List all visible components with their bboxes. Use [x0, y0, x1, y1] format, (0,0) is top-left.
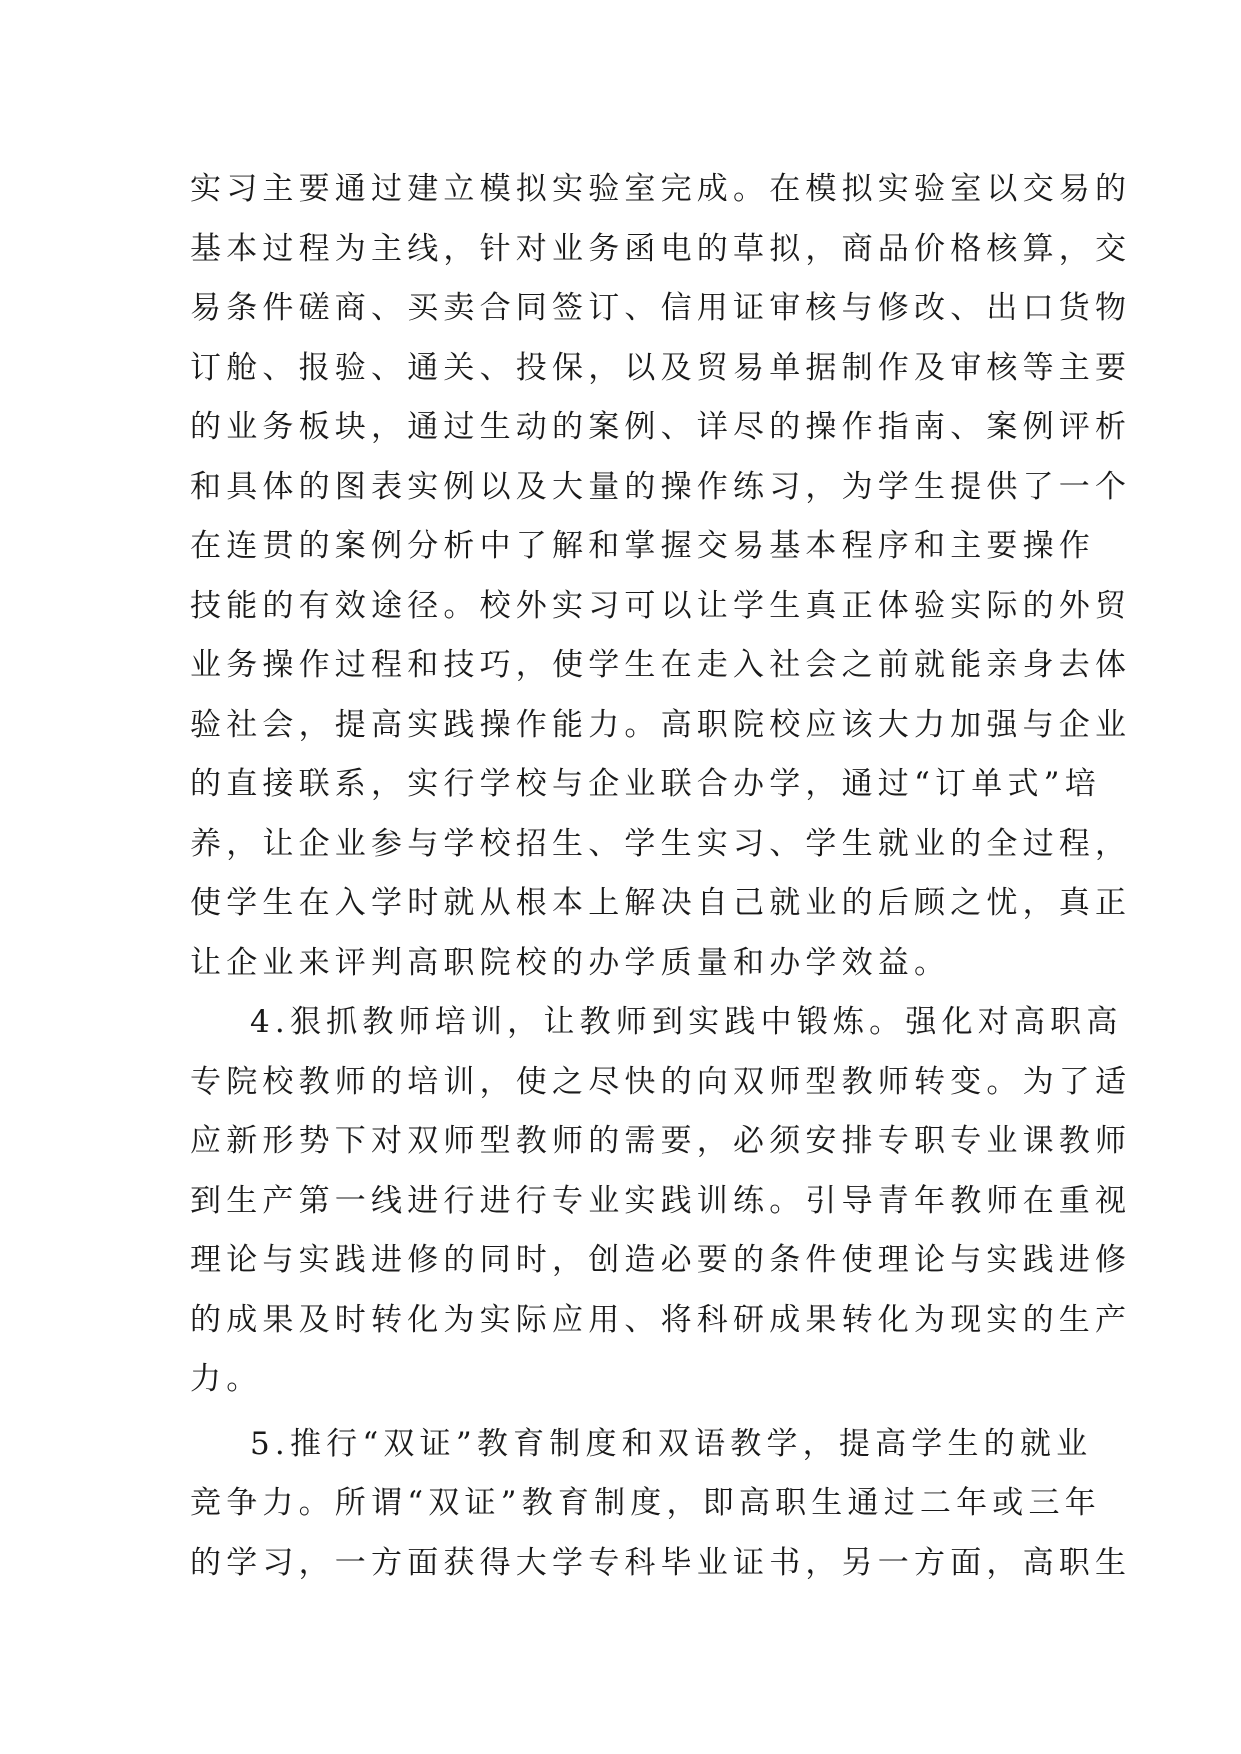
text-line: 验社会，提高实践操作能力。高职院校应该大力加强与企业	[190, 706, 1132, 743]
text-line: 到生产第一线进行进行专业实践训练。引导青年教师在重视	[190, 1182, 1132, 1219]
text-line: 业务操作过程和技巧，使学生在走入社会之前就能亲身去体	[190, 647, 1132, 683]
text-line: 5.推行“双证”教育制度和双语教学，提高学生的就业	[250, 1425, 1093, 1462]
text-line: 的业务板块，通过生动的案例、详尽的操作指南、案例评析	[190, 409, 1132, 445]
text-line: 基本过程为主线，针对业务函电的草拟，商品价格核算，交	[190, 230, 1132, 267]
text-line: 的直接联系，实行学校与企业联合办学，通过“订单式”培	[190, 766, 1101, 802]
document-body	[190, 160, 1132, 1593]
text-line: 技能的有效途径。校外实习可以让学生真正体验实际的外贸	[190, 587, 1132, 624]
text-line: 应新形势下对双师型教师的需要，必须安排专职专业课教师	[190, 1123, 1132, 1159]
text-line: 4.狠抓教师培训，让教师到实践中锻炼。强化对高职高	[250, 1004, 1123, 1040]
paragraph-5	[190, 1415, 1132, 1594]
text-line: 的学习，一方面获得大学专科毕业证书，另一方面，高职生	[190, 1544, 1132, 1581]
text-line: 理论与实践进修的同时，创造必要的条件使理论与实践进修	[190, 1242, 1132, 1278]
text-line: 的成果及时转化为实际应用、将科研成果转化为现实的生产	[190, 1301, 1132, 1338]
paragraph-continued	[190, 160, 1132, 993]
text-line: 使学生在入学时就从根本上解决自己就业的后顾之忧，真正	[190, 885, 1132, 921]
text-line: 竞争力。所谓“双证”教育制度，即高职生通过二年或三年	[190, 1485, 1101, 1521]
text-line: 让企业来评判高职院校的办学质量和办学效益。	[190, 944, 951, 981]
text-line: 养，让企业参与学校招生、学生实习、学生就业的全过程，	[190, 825, 1132, 862]
text-line: 和具体的图表实例以及大量的操作练习，为学生提供了一个	[190, 468, 1132, 505]
text-line: 订舱、报验、通关、投保，以及贸易单据制作及审核等主要	[190, 349, 1132, 386]
text-line: 实习主要通过建立模拟实验室完成。在模拟实验室以交易的	[190, 171, 1132, 207]
text-line: 专院校教师的培训，使之尽快的向双师型教师转变。为了适	[190, 1063, 1132, 1100]
text-line: 在连贯的案例分析中了解和掌握交易基本程序和主要操作	[190, 528, 1095, 564]
text-line: 力。	[190, 1361, 263, 1397]
text-line: 易条件磋商、买卖合同签订、信用证审核与修改、出口货物	[190, 290, 1132, 326]
paragraph-4	[190, 993, 1132, 1410]
